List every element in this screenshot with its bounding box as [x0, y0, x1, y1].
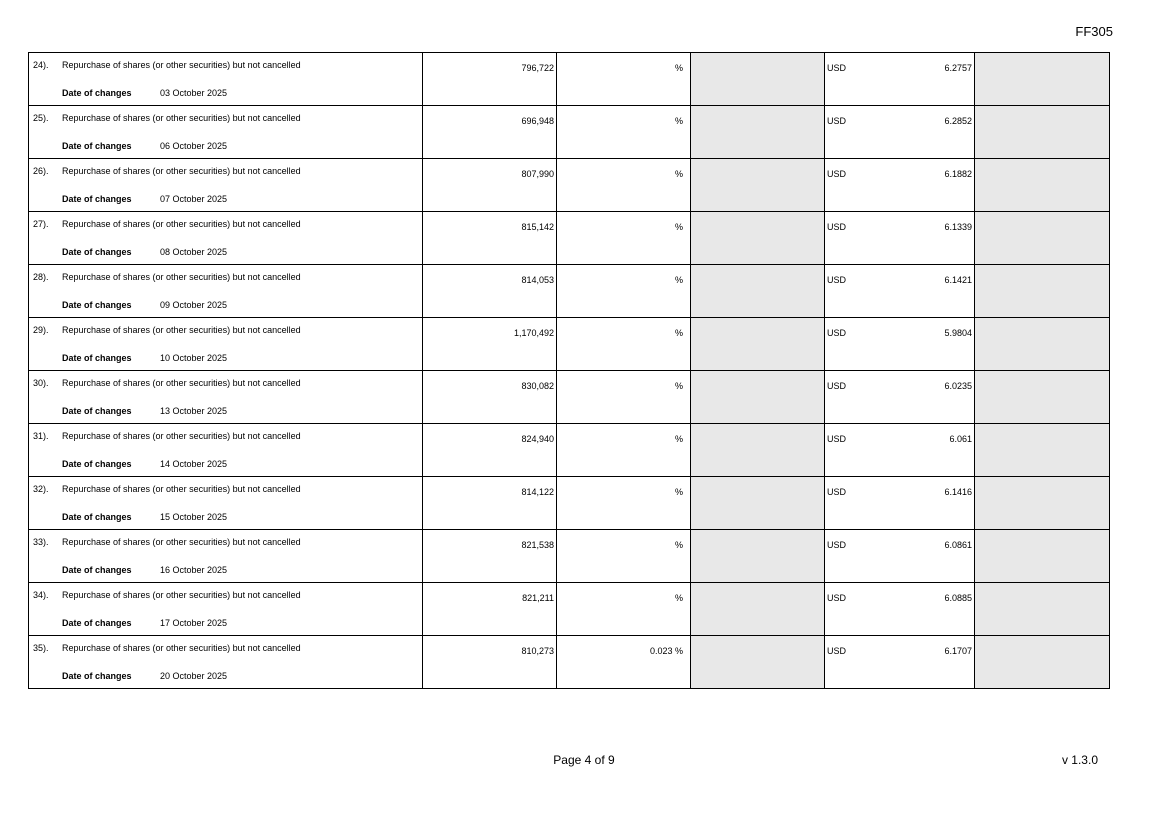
currency-code: USD [827, 63, 847, 73]
description-cell [29, 530, 423, 583]
date-of-changes-label: Date of changes [62, 247, 132, 257]
price-cell [825, 424, 975, 477]
table-row [29, 159, 1110, 212]
percent-cell [557, 106, 691, 159]
version-label: v 1.3.0 [1061, 753, 1098, 767]
price-cell [825, 212, 975, 265]
percent-cell [557, 53, 691, 106]
row-number: 25). [33, 113, 49, 123]
description-cell [29, 371, 423, 424]
shares-cell [423, 53, 557, 106]
date-of-changes-value: 03 October 2025 [160, 88, 228, 98]
percent-value: % [674, 593, 683, 603]
description-cell [29, 583, 423, 636]
blank-shaded-cell [691, 265, 825, 318]
percent-value: % [674, 169, 683, 179]
blank-shaded-cell [975, 583, 1110, 636]
date-of-changes-label: Date of changes [62, 565, 132, 575]
blank-shaded-cell [975, 318, 1110, 371]
shares-cell [423, 265, 557, 318]
description-cell [29, 159, 423, 212]
price-cell [825, 636, 975, 689]
blank-shaded-cell [975, 212, 1110, 265]
currency-code: USD [827, 434, 847, 444]
shares-value: 696,948 [521, 116, 554, 126]
description-cell [29, 265, 423, 318]
description-cell [29, 318, 423, 371]
blank-shaded-cell [975, 159, 1110, 212]
date-of-changes-value: 06 October 2025 [160, 141, 228, 151]
price-cell [825, 583, 975, 636]
date-of-changes-label: Date of changes [62, 406, 132, 416]
row-number: 29). [33, 325, 49, 335]
shares-value: 814,053 [521, 275, 554, 285]
blank-shaded-cell [975, 424, 1110, 477]
shares-cell [423, 318, 557, 371]
date-of-changes-value: 15 October 2025 [160, 512, 228, 522]
blank-shaded-cell [691, 212, 825, 265]
shares-value: 807,990 [521, 169, 554, 179]
date-of-changes-value: 08 October 2025 [160, 247, 228, 257]
percent-cell [557, 212, 691, 265]
table-row [29, 636, 1110, 689]
row-description: Repurchase of shares (or other securities) but not cancelled [62, 643, 301, 653]
row-number: 33). [33, 537, 49, 547]
form-code: FF305 [1075, 24, 1113, 39]
price-value: 6.0235 [944, 381, 972, 391]
row-number: 34). [33, 590, 49, 600]
shares-cell [423, 583, 557, 636]
table-row [29, 265, 1110, 318]
row-number: 35). [33, 643, 49, 653]
blank-shaded-cell [975, 371, 1110, 424]
percent-cell [557, 636, 691, 689]
blank-shaded-cell [691, 424, 825, 477]
percent-cell [557, 424, 691, 477]
shares-value: 1,170,492 [513, 328, 554, 338]
percent-value: % [674, 434, 683, 444]
price-value: 5.9804 [944, 328, 972, 338]
table-row [29, 583, 1110, 636]
percent-cell [557, 371, 691, 424]
price-value: 6.1421 [944, 275, 972, 285]
row-description: Repurchase of shares (or other securities) but not cancelled [62, 272, 301, 282]
blank-shaded-cell [975, 530, 1110, 583]
row-number: 30). [33, 378, 49, 388]
price-cell [825, 530, 975, 583]
percent-value: % [674, 63, 683, 73]
date-of-changes-label: Date of changes [62, 300, 132, 310]
blank-shaded-cell [691, 106, 825, 159]
date-of-changes-label: Date of changes [62, 671, 132, 681]
price-value: 6.0861 [944, 540, 972, 550]
currency-code: USD [827, 116, 847, 126]
blank-shaded-cell [691, 371, 825, 424]
currency-code: USD [827, 328, 847, 338]
row-description: Repurchase of shares (or other securities) but not cancelled [62, 378, 301, 388]
currency-code: USD [827, 593, 847, 603]
percent-value: % [674, 487, 683, 497]
shares-cell [423, 371, 557, 424]
row-description: Repurchase of shares (or other securities) but not cancelled [62, 166, 301, 176]
shares-cell [423, 159, 557, 212]
row-number: 31). [33, 431, 49, 441]
table-row [29, 53, 1110, 106]
price-value: 6.2852 [944, 116, 972, 126]
currency-code: USD [827, 487, 847, 497]
currency-code: USD [827, 646, 847, 656]
table-row [29, 106, 1110, 159]
currency-code: USD [827, 169, 847, 179]
table-row [29, 371, 1110, 424]
price-cell [825, 159, 975, 212]
blank-shaded-cell [691, 53, 825, 106]
shares-value: 821,211 [522, 593, 554, 603]
percent-cell [557, 265, 691, 318]
price-value: 6.0885 [944, 593, 972, 603]
row-number: 27). [33, 219, 49, 229]
percent-cell [557, 530, 691, 583]
table-row [29, 530, 1110, 583]
blank-shaded-cell [975, 477, 1110, 530]
price-cell [825, 106, 975, 159]
table-row [29, 212, 1110, 265]
price-value: 6.1882 [944, 169, 972, 179]
date-of-changes-label: Date of changes [62, 194, 132, 204]
price-value: 6.1339 [944, 222, 972, 232]
date-of-changes-label: Date of changes [62, 141, 132, 151]
percent-value: % [674, 328, 683, 338]
row-description: Repurchase of shares (or other securities) but not cancelled [62, 431, 301, 441]
row-number: 24). [33, 60, 49, 70]
shares-value: 821,538 [521, 540, 554, 550]
table-row [29, 477, 1110, 530]
shares-cell [423, 212, 557, 265]
shares-value: 824,940 [521, 434, 554, 444]
percent-cell [557, 583, 691, 636]
date-of-changes-value: 10 October 2025 [160, 353, 228, 363]
description-cell [29, 212, 423, 265]
table-row [29, 424, 1110, 477]
date-of-changes-value: 07 October 2025 [160, 194, 228, 204]
repurchase-table [28, 52, 1110, 689]
blank-shaded-cell [975, 106, 1110, 159]
date-of-changes-value: 16 October 2025 [160, 565, 228, 575]
row-description: Repurchase of shares (or other securities) but not cancelled [62, 113, 301, 123]
row-description: Repurchase of shares (or other securities) but not cancelled [62, 590, 301, 600]
percent-value: % [674, 116, 683, 126]
blank-shaded-cell [691, 477, 825, 530]
row-number: 32). [33, 484, 49, 494]
shares-value: 810,273 [521, 646, 554, 656]
row-description: Repurchase of shares (or other securities) but not cancelled [62, 325, 301, 335]
price-cell [825, 477, 975, 530]
price-cell [825, 318, 975, 371]
date-of-changes-value: 14 October 2025 [160, 459, 228, 469]
row-number: 26). [33, 166, 49, 176]
price-cell [825, 265, 975, 318]
shares-value: 815,142 [521, 222, 554, 232]
row-description: Repurchase of shares (or other securities) but not cancelled [62, 219, 301, 229]
blank-shaded-cell [691, 159, 825, 212]
percent-cell [557, 318, 691, 371]
row-description: Repurchase of shares (or other securities) but not cancelled [62, 484, 301, 494]
blank-shaded-cell [975, 53, 1110, 106]
date-of-changes-label: Date of changes [62, 353, 132, 363]
percent-value: % [674, 222, 683, 232]
row-description: Repurchase of shares (or other securities) but not cancelled [62, 537, 301, 547]
shares-value: 796,722 [521, 63, 554, 73]
blank-shaded-cell [975, 265, 1110, 318]
currency-code: USD [827, 222, 847, 232]
price-value: 6.1416 [944, 487, 972, 497]
price-value: 6.1707 [944, 646, 972, 656]
percent-value: 0.023 % [649, 646, 683, 656]
price-value: 6.061 [949, 434, 972, 444]
row-number: 28). [33, 272, 49, 282]
blank-shaded-cell [691, 318, 825, 371]
date-of-changes-label: Date of changes [62, 618, 132, 628]
date-of-changes-value: 13 October 2025 [160, 406, 228, 416]
repurchase-rows [29, 53, 1110, 689]
price-value: 6.2757 [944, 63, 972, 73]
page-number: Page 4 of 9 [553, 753, 615, 767]
description-cell [29, 424, 423, 477]
description-cell [29, 53, 423, 106]
shares-cell [423, 530, 557, 583]
percent-cell [557, 477, 691, 530]
shares-cell [423, 636, 557, 689]
price-cell [825, 53, 975, 106]
currency-code: USD [827, 381, 847, 391]
blank-shaded-cell [691, 583, 825, 636]
shares-cell [423, 106, 557, 159]
table-row [29, 318, 1110, 371]
percent-value: % [674, 540, 683, 550]
description-cell [29, 106, 423, 159]
date-of-changes-label: Date of changes [62, 459, 132, 469]
blank-shaded-cell [691, 636, 825, 689]
date-of-changes-value: 17 October 2025 [160, 618, 228, 628]
description-cell [29, 477, 423, 530]
shares-cell [423, 424, 557, 477]
description-cell [29, 636, 423, 689]
percent-cell [557, 159, 691, 212]
shares-value: 830,082 [521, 381, 554, 391]
date-of-changes-label: Date of changes [62, 512, 132, 522]
currency-code: USD [827, 275, 847, 285]
row-description: Repurchase of shares (or other securities) but not cancelled [62, 60, 301, 70]
blank-shaded-cell [975, 636, 1110, 689]
percent-value: % [674, 381, 683, 391]
shares-value: 814,122 [521, 487, 554, 497]
date-of-changes-label: Date of changes [62, 88, 132, 98]
date-of-changes-value: 09 October 2025 [160, 300, 228, 310]
shares-cell [423, 477, 557, 530]
percent-value: % [674, 275, 683, 285]
date-of-changes-value: 20 October 2025 [160, 671, 228, 681]
blank-shaded-cell [691, 530, 825, 583]
currency-code: USD [827, 540, 847, 550]
price-cell [825, 371, 975, 424]
